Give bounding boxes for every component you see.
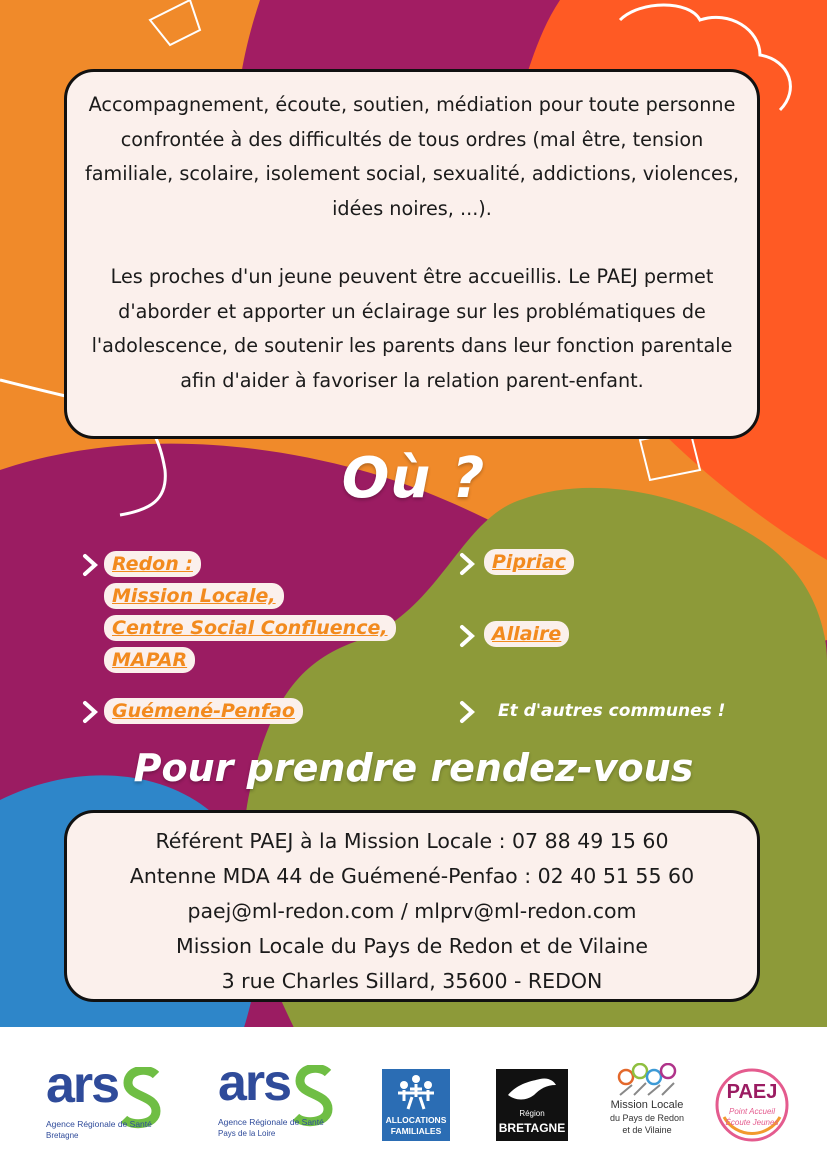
paej-mark: PAEJ [726,1081,778,1103]
contact-email-line[interactable]: paej@ml-redon.com / mlprv@ml-redon.com [187,899,637,923]
caf-label-line-2: FAMILIALES [390,1126,442,1136]
ars-agency-label: Agence Régionale de Santé [218,1117,324,1127]
chevron-right-icon [459,552,477,576]
mission-label-line-2: du Pays de Redon [609,1113,685,1123]
region-bretagne-logo [496,1069,568,1141]
location-redon-place-3[interactable]: MAPAR [104,647,195,673]
location-pipriac[interactable]: Pipriac [484,549,574,575]
caf-label-line-1: ALLOCATIONS [385,1115,447,1125]
chevron-right-icon [82,553,100,577]
paej-ring-shape [714,1067,790,1143]
contact-box [64,810,760,1002]
where-heading: Où ? [341,446,486,511]
other-communes-text: Et d'autres communes ! [498,701,726,721]
ars-pays-de-la-loire-logo [218,1054,348,1141]
people-circles-icon [612,1063,682,1097]
contact-address-line: 3 rue Charles Sillard, 35600 - REDON [221,969,603,993]
location-redon-place-2[interactable]: Centre Social Confluence, [104,615,396,641]
contact-referent-line: Référent PAEJ à la Mission Locale : 07 88 49 15 60 [155,829,669,853]
paej-label-line-1: Point Accueil [729,1107,775,1116]
ars-region-label: Bretagne [46,1131,79,1140]
caf-logo [382,1069,450,1141]
description-paragraph-1: Accompagnement, écoute, soutien, médiation pour toute personne confrontée à des difficultés de tous ordres (mal être, tension familiale, scolaire, isolement social, sexualité, addictions, violences, idées noires, ...). [85,93,739,220]
ars-mark: ars [218,1054,291,1112]
mission-locale-logo [604,1063,690,1145]
paej-label-line-2: Écoute Jeunes [725,1118,779,1127]
chevron-right-icon [459,700,477,724]
ars-bretagne-logo [46,1056,176,1143]
chevron-right-icon [82,700,100,724]
family-figures-icon [392,1073,440,1113]
location-redon-place-1[interactable]: Mission Locale, [104,583,284,609]
contact-mda-line: Antenne MDA 44 de Guémené-Penfao : 02 40 51 55 60 [129,864,695,888]
appointment-heading: Pour prendre rendez-vous [133,746,694,790]
ars-region-label: Pays de la Loire [218,1129,276,1138]
chevron-right-icon [459,624,477,648]
location-guemene-penfao[interactable]: Guémené-Penfao [104,698,303,724]
bird-icon [504,1075,558,1107]
description-paragraph-2: Les proches d'un jeune peuvent être accueillis. Le PAEJ permet d'aborder et apporter un éclairage sur les problématiques de l'adolescence, de soutenir les parents dans leur fonction parentale afin d'aider à favoriser la relation parent-enfant. [91,265,733,392]
location-redon[interactable]: Redon : [104,551,201,577]
mission-label-line-1: Mission Locale [610,1099,684,1111]
ars-mark: ars [46,1056,119,1114]
partner-logos-footer [0,1027,827,1169]
ars-agency-label: Agence Régionale de Santé [46,1119,152,1129]
description-box [64,69,760,439]
location-allaire[interactable]: Allaire [484,621,569,647]
paej-logo [714,1067,790,1143]
region-label-line-1: Région [519,1109,545,1118]
region-label-line-2: BRETAGNE [498,1121,566,1135]
mission-label-line-3: et de Vilaine [622,1125,672,1135]
contact-organisation-line: Mission Locale du Pays de Redon et de Vilaine [176,934,648,958]
